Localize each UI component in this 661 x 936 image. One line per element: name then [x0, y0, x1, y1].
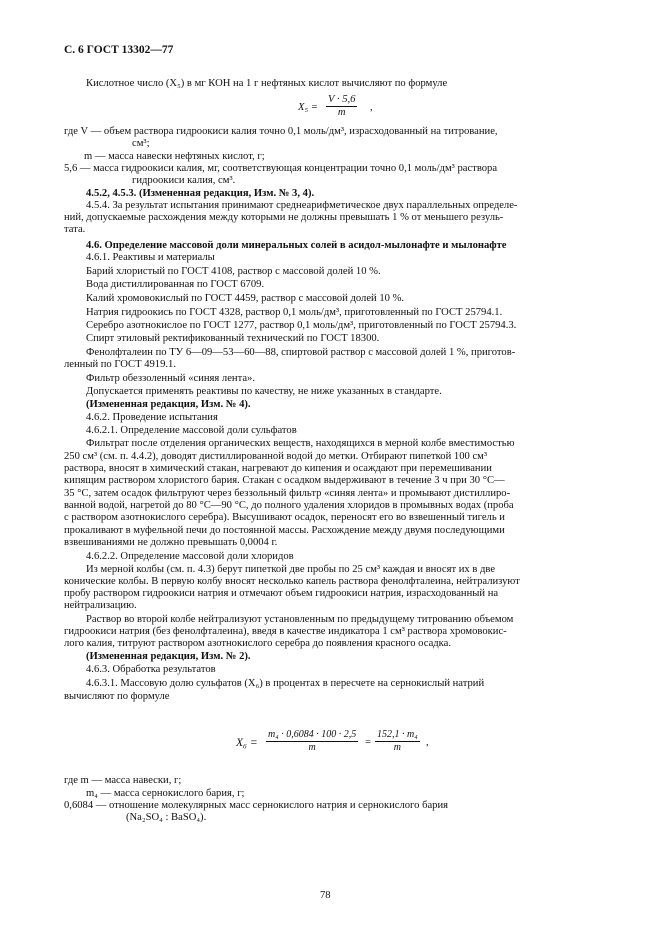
text-line: 35 °С, затем осадок фильтруют через беззольный фильтр «синяя лента» и промывают дистиллиро- — [64, 488, 511, 499]
formula-numerator: 152,1 · m₄ — [377, 729, 418, 740]
text-line: Раствор во второй колбе нейтрализуют установленным по предыдущему титрованию объемом — [86, 614, 514, 625]
formula-fraction — [375, 729, 420, 754]
text-line: пробу раствором гидроокиси натрия и отмечают объем гидроокиси натрия, израсходованный на — [64, 588, 499, 599]
text-line: ванной водой, нагретой до 80 °С—90 °С, до полного удаления хлоридов в промывных водах (проба — [64, 500, 514, 511]
reagent-line: Спирт этиловый ректификованный технический по ГОСТ 18300. — [86, 333, 380, 344]
text-line: где m — масса навески, г; — [64, 775, 182, 786]
formula-lhs: X₆ = — [236, 737, 258, 749]
text-line: 250 см³ (см. п. 4.4.2), доводят дистиллированной водой до метки. Отбирают пипеткой 100 см³ — [64, 451, 488, 462]
text-line: см³; — [132, 138, 150, 149]
reagent-line: Фильтр обеззоленный «синяя лента». — [86, 373, 255, 384]
formula-equals: = — [365, 737, 371, 748]
reagent-line: Фенолфталеин по ТУ 6—09—53—60—88, спиртовой раствор с массовой долей 1 %, приготов- — [86, 347, 516, 358]
subsection-heading: 4.6.2.1. Определение массовой доли сульфатов — [86, 425, 297, 436]
text-line: Кислотное число (X₅) в мг КОН на 1 г нефтяных кислот вычисляют по формуле — [86, 78, 448, 89]
amendment-note: (Измененная редакция, Изм. № 4). — [86, 399, 251, 410]
text-line: с раствором азотнокислого серебра). Высушивают осадок, переносят его во взвешенный тигель и — [64, 512, 505, 523]
text-line: m₄ — масса сернокислого бария, г; — [86, 788, 245, 799]
page-number: 78 — [320, 890, 331, 901]
text-line: конические колбы. В первую колбу вносят несколько капель раствора фенолфталеина, нейтрализуют — [64, 576, 520, 587]
formula-fraction — [266, 729, 358, 754]
text-line: прокаливают в муфельной печи до постоянной массы. Расхождение между двумя последующими — [64, 525, 505, 536]
formula-numerator: V · 5,6 — [328, 94, 356, 105]
subsection-heading: 4.6.1. Реактивы и материалы — [86, 252, 215, 263]
formula-fraction — [326, 94, 357, 119]
subsection-heading: 4.6.2. Проведение испытания — [86, 412, 218, 423]
text-line: Из мерной колбы (см. п. 4.3) берут пипеткой две пробы по 25 см³ каждая и вносят их в две — [86, 564, 496, 575]
text-line: ний, допускаемые расхождения между которыми не должны превышать 1 % от меньшего резуль- — [64, 212, 504, 223]
text-line: Фильтрат после отделения органических веществ, находящихся в мерной колбе вместимостью — [86, 438, 515, 449]
text-line: 5,6 — масса гидроокиси калия, мг, соответствующая концентрации точно 0,1 моль/дм³ раствора — [64, 163, 498, 174]
formula-lhs: X₅ = — [298, 102, 318, 113]
subsection-heading: 4.6.2.2. Определение массовой доли хлоридов — [86, 551, 294, 562]
text-line: где V — объем раствора гидроокиси калия точно 0,1 моль/дм³, израсходованный на титрование, — [64, 126, 498, 137]
subsection-heading: 4.6.3. Обработка результатов — [86, 664, 216, 675]
formula-tail: , — [370, 102, 373, 113]
text-line: взвешиваниями не должно превышать 0,0004 г. — [64, 537, 278, 548]
reagent-line: Вода дистиллированная по ГОСТ 6709. — [86, 279, 265, 290]
reagent-line: Серебро азотнокислое по ГОСТ 1277, раствор 0,1 моль/дм³, приготовленный по ГОСТ 25794.3. — [86, 320, 517, 331]
text-line: нейтрализацию. — [64, 600, 137, 611]
text-line: (Na₂SO₄ : BaSO₄). — [126, 812, 207, 823]
text-line: 0,6084 — отношение молекулярных масс сернокислого натрия и сернокислого бария — [64, 800, 449, 811]
text-line: лого калия, титруют раствором азотнокислого серебра до появления красного осадка. — [64, 638, 452, 649]
formula-denominator: m — [393, 742, 401, 753]
formula-numerator: m₄ · 0,6084 · 100 · 2,5 — [268, 729, 357, 740]
section-heading: 4.6. Определение массовой доли минеральных солей в асидол-мылонафте и мылонафте — [86, 240, 507, 251]
page-header: С. 6 ГОСТ 13302—77 — [64, 44, 174, 56]
reagent-line: ленный по ГОСТ 4919.1. — [64, 359, 176, 370]
reagent-line: Барий хлористый по ГОСТ 4108, раствор с массовой долей 10 %. — [86, 266, 381, 277]
text-line: раствора, вносят в химический стакан, нагревают до кипения и осаждают при перемешивании — [64, 463, 492, 474]
text-line: гидроокиси натрия (без фенолфталеина), введя в качестве индикатора 1 см³ раствора хромовокис- — [64, 626, 507, 637]
formula-tail: , — [426, 737, 429, 748]
text-line: 4.5.4. За результат испытания принимают среднеарифметическое двух параллельных определе- — [86, 200, 518, 211]
text-line: тата. — [64, 224, 86, 235]
text-line: вычисляют по формуле — [64, 691, 170, 702]
text-line: Допускается применять реактивы по качеству, не ниже указанных в стандарте. — [86, 386, 442, 397]
amendment-note: 4.5.2, 4.5.3. (Измененная редакция, Изм. № 3, 4). — [86, 188, 315, 199]
text-line: гидроокиси калия, см³. — [132, 175, 236, 186]
formula-denominator: m — [308, 742, 316, 753]
reagent-line: Натрия гидроокись по ГОСТ 4328, раствор 0,1 моль/дм³, приготовленный по ГОСТ 25794.1. — [86, 307, 503, 318]
reagent-line: Калий хромовокислый по ГОСТ 4459, раствор с массовой долей 10 %. — [86, 293, 405, 304]
formula-denominator: m — [337, 107, 346, 118]
text-line: кипящим раствором хлористого бария. Стакан с осадком выдерживают в течение 3 ч при 30 °С— — [64, 475, 505, 486]
text-line: 4.6.3.1. Массовую долю сульфатов (X₆) в процентах в пересчете на сернокислый натрий — [86, 678, 485, 689]
amendment-note: (Измененная редакция, Изм. № 2). — [86, 651, 251, 662]
text-line: m — масса навески нефтяных кислот, г; — [84, 151, 265, 162]
